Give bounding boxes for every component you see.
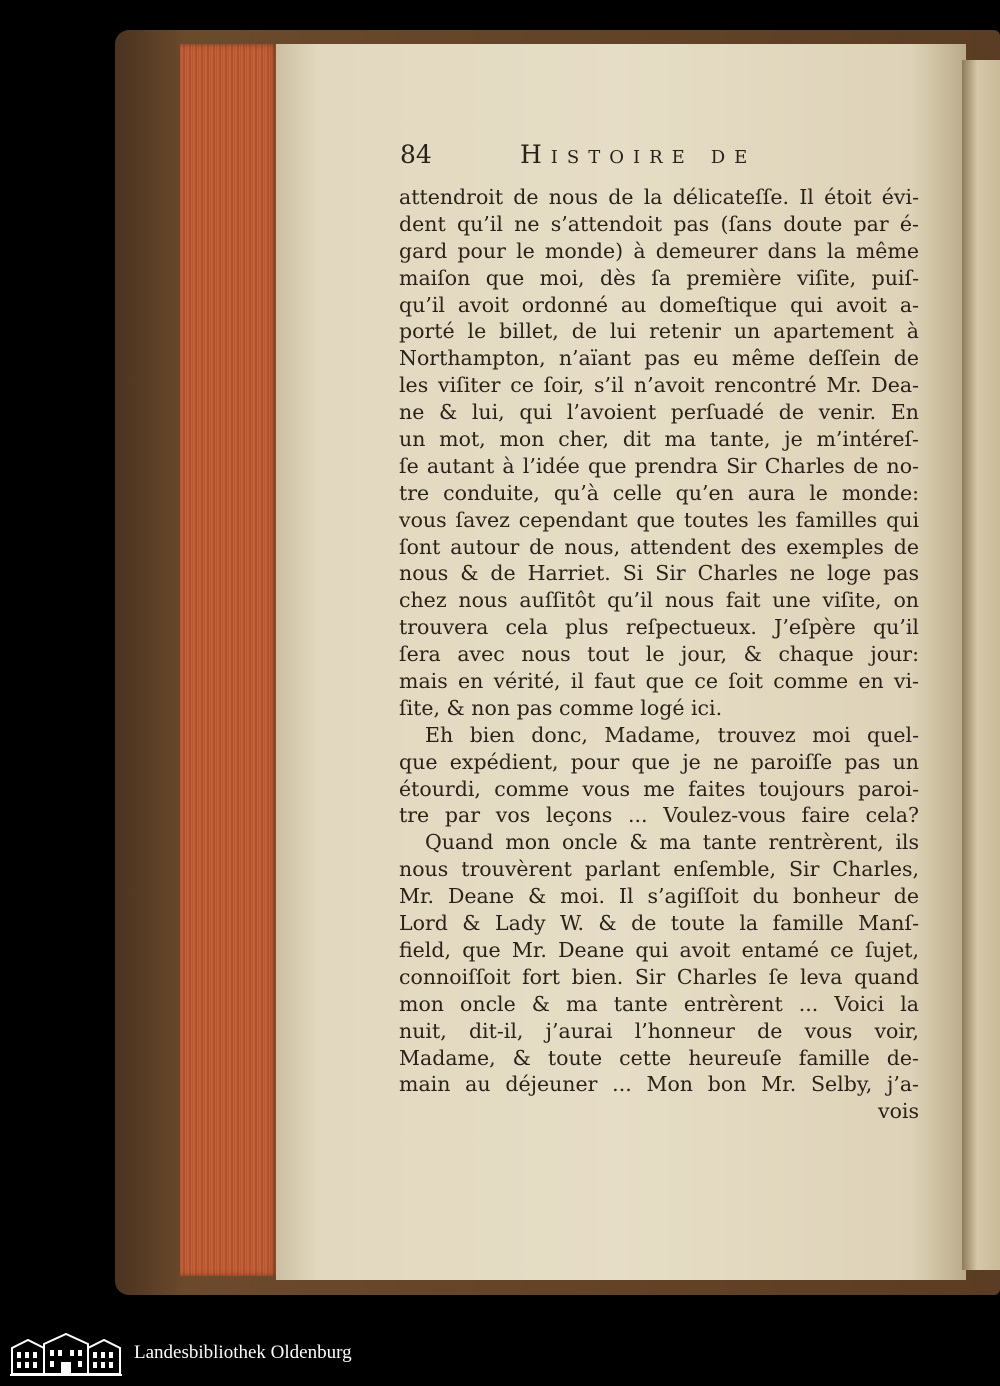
text-line: maiſon que moi, dès ſa première viſite, puiſ- [399,265,919,290]
text-line: main au déjeuner ... Mon bon Mr. Selby, j’a- [399,1072,919,1097]
text-line: un mot, mon cher, dit ma tante, je m’intéreſ- [399,427,919,452]
text-line: Eh bien donc, Madame, trouvez moi quel- [425,722,919,747]
text-line: field, que Mr. Deane qui avoit entamé ce ſujet, [399,937,919,962]
text-line: porté le billet, de lui retenir un apartement à [399,319,919,344]
running-title: Histoire de [520,140,757,169]
text-line: tre conduite, qu’à celle qu’en aura le monde: [399,480,919,505]
text-line: nous trouvèrent parlant enſemble, Sir Charles, [399,857,919,882]
text-line: dent qu’il ne s’attendoit pas (ſans doute par é- [399,211,919,236]
page-edges [180,44,278,1276]
text-line: connoiſſoit fort bien. Sir Charles ſe leva quand [399,964,919,989]
library-building-icon [8,1330,124,1378]
text-line: nous & de Harriet. Si Sir Charles ne loge pas [399,561,919,586]
text-line: chez nous auſſitôt qu’il nous fait une viſite, on [399,588,919,613]
text-line: attendroit de nous de la délicateſſe. Il étoit évi- [399,185,919,209]
text-line: vous ſavez cependant que toutes les familles qui [399,507,919,532]
text-line: nuit, dit-il, j’aurai l’honneur de vous voir, [399,1018,919,1043]
text-line: tre par vos leçons ... Voulez-vous faire cela? [399,803,919,828]
text-line: mon oncle & ma tante entrèrent ... Voici la [399,991,919,1016]
text-line: gard pour le monde) à demeurer dans la même [399,238,919,263]
text-line: ſite, & non pas comme logé ici. [399,695,723,720]
text-line: qu’il avoit ordonné au domeſtique qui avoit a- [399,292,919,317]
text-line: Madame, & toute cette heureuſe famille de- [399,1045,919,1070]
footer-bar [0,1320,1000,1386]
facing-page-edge [962,60,1000,1270]
text-line: Lord & Lady W. & de toute la famille Manſ- [399,911,919,936]
text-line: Quand mon oncle & ma tante rentrèrent, ils [425,830,919,855]
text-line: étourdi, comme vous me faites toujours paroi- [399,776,919,801]
catchword: vois [878,1099,919,1124]
text-line: que expédient, pour que je ne paroiſſe pas un [399,749,919,774]
text-line: Mr. Deane & moi. Il s’agiſſoit du bonheur de [399,884,919,909]
text-line: trouvera cela plus reſpectueux. J’eſpère qu’il [399,615,919,640]
page-header [400,140,920,176]
text-line: ſera avec nous tout le jour, & chaque jour: [399,642,919,667]
text-line: ſont autour de nous, attendent des exemples de [399,534,919,559]
text-line: Northampton, n’aïant pas eu même deſſein de [399,346,919,371]
text-line: mais en vérité, il faut que ce ſoit comme en vi- [399,669,919,694]
library-name: Landesbibliothek Oldenburg [134,1342,352,1363]
text-line: ne & lui, qui l’avoient perſuadé de venir. En [399,400,919,425]
page-number: 84 [400,140,432,169]
text-line: ſe autant à l’idée que prendra Sir Charles de no- [399,453,919,478]
text-line: les viſiter ce ſoir, s’il n’avoit rencontré Mr. Dea- [399,373,919,398]
page-text [399,184,919,1125]
